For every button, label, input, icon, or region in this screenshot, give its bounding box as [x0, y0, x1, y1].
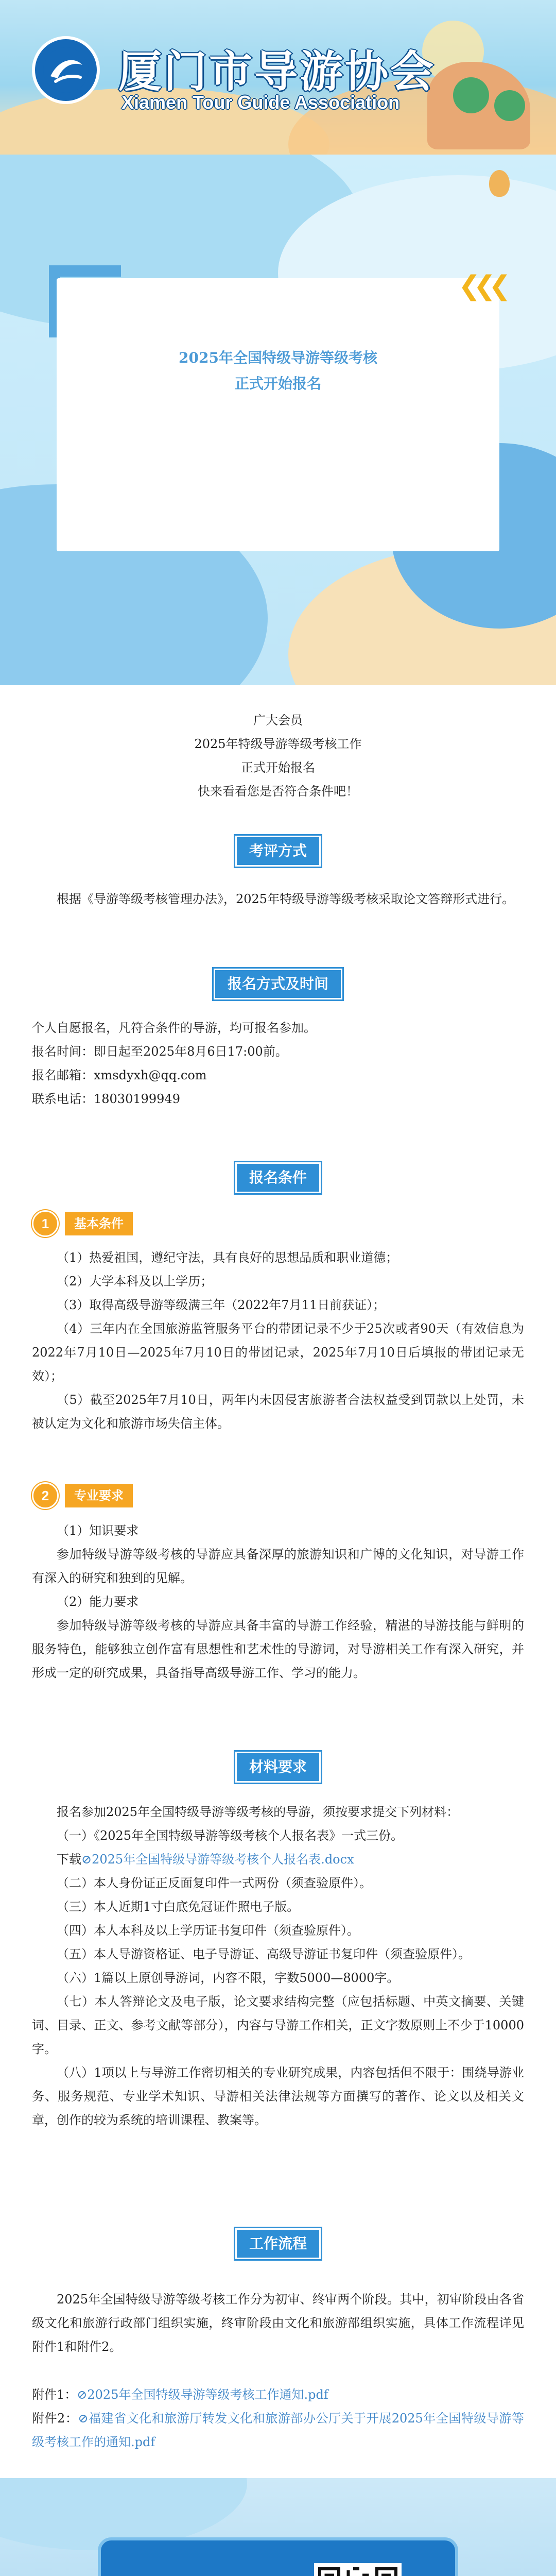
hero-title-line: 2025年全国特级导游等级考核: [179, 349, 377, 366]
requirement-item: 参加特级导游等级考核的导游应具备深厚的旅游知识和广博的文化知识，对导游工作有深入的研究和独到的见解。: [32, 1547, 524, 1585]
attachment-icon: ⊘: [78, 2411, 89, 2426]
hero-title-line: 正式开始报名: [234, 375, 321, 392]
professional-requirements-list: [32, 1519, 524, 1685]
registration-line: 报名时间：即日起至2025年8月6日17:00前。: [32, 1044, 288, 1059]
material-item: （一）《2025年全国特级导游等级考核个人报名表》一式三份。: [57, 1828, 404, 1843]
attachment-icon: ⊘: [81, 1852, 92, 1867]
basic-conditions-list: [32, 1246, 524, 1435]
badge-label: 专业要求: [65, 1484, 133, 1507]
workflow-text: [32, 2287, 524, 2359]
condition-item: （1）热爱祖国，遵纪守法，具有良好的思想品质和职业道德；: [57, 1250, 398, 1265]
intro-line: 正式开始报名: [241, 760, 315, 775]
decor-balloon: [489, 170, 510, 197]
intro-text: [0, 708, 556, 803]
attachments-list: [32, 2383, 524, 2454]
decor-tree: [494, 90, 525, 121]
header-banner: [0, 0, 556, 155]
attachment-item: [32, 2383, 524, 2406]
badge-label: 基本条件: [65, 1212, 133, 1235]
requirement-item: （1）知识要求: [57, 1523, 139, 1538]
badge-number: 1: [32, 1210, 59, 1237]
attachment-label: 附件2：: [32, 2411, 78, 2426]
materials-intro: 报名参加2025年全国特级导游等级考核的导游，须按要求提交下列材料：: [57, 1805, 459, 1819]
org-name-cn: 厦门市导游协会: [118, 46, 436, 97]
assessment-paragraph: 根据《导游等级考核管理办法》，2025年特级导游等级考核采取论文答辩形式进行。: [57, 892, 515, 906]
material-item: （四）本人本科及以上学历证书复印件（须查验原件）。: [57, 1923, 359, 1938]
badge-professional-requirements: [32, 1484, 133, 1507]
material-item: （五）本人导游资格证、电子导游证、高级导游证书复印件（须查验原件）。: [57, 1947, 471, 1961]
assessment-text: [32, 887, 524, 911]
footer-follow-banner: [0, 2478, 556, 2576]
hero-title: [57, 345, 499, 397]
section-heading-materials: 材料要求: [235, 1752, 321, 1783]
attachment-icon: ⊘: [77, 2387, 88, 2402]
condition-item: （4）三年内在全国旅游监管服务平台的带团记录不少于25次或者90天（有效信息为2022年7月10日—2025年7月10日的带团记录，2025年7月10日后填报的带团记录无效）；: [32, 1321, 524, 1383]
download-prefix: 下载: [57, 1852, 81, 1867]
material-item: （三）本人近期1寸白底免冠证件照电子版。: [57, 1900, 300, 1914]
intro-line: 快来看看您是否符合条件吧！: [198, 784, 358, 799]
condition-item: （2）大学本科及以上学历；: [57, 1274, 213, 1289]
chevron-icon: ❮❮❮: [458, 270, 504, 301]
workflow-paragraph: 2025年全国特级导游等级考核工作分为初审、终审两个阶段。其中，初审阶段由各省级文化和旅游行政部门组织实施，终审阶段由文化和旅游部组织实施，具体工作流程详见附件1和附件2。: [32, 2292, 524, 2354]
attachment-item: [32, 2406, 524, 2454]
material-item: （六）1篇以上原创导游词，内容不限，字数5000—8000字。: [57, 1971, 399, 1985]
requirement-item: （2）能力要求: [57, 1595, 139, 1609]
attachment-link[interactable]: 福建省文化和旅游厅转发文化和旅游部办公厅关于开展2025年全国特级导游等级考核工作的通知.pdf: [32, 2411, 524, 2449]
badge-basic-conditions: [32, 1212, 133, 1235]
section-heading-registration: 报名方式及时间: [214, 969, 342, 999]
attachment-label: 附件1：: [32, 2387, 77, 2402]
follow-panel: [98, 2537, 458, 2576]
section-heading-workflow: 工作流程: [235, 2228, 321, 2259]
section-heading-conditions: 报名条件: [235, 1162, 321, 1193]
section-heading-assessment: 考评方式: [235, 836, 321, 867]
intro-line: 广大会员: [253, 713, 303, 727]
registration-text: [32, 1016, 524, 1111]
materials-list: [32, 1800, 524, 2132]
registration-line: 个人自愿报名，凡符合条件的导游，均可报名参加。: [32, 1021, 316, 1035]
material-item: （八）1项以上与导游工作密切相关的专业研究成果，内容包括但不限于：围绕导游业务、服务规范、专业学术知识、导游相关法律法规等方面撰写的著作、论文以及相关文章，创作的较为系统的培训课程、教案等。: [32, 2065, 524, 2127]
download-line: [32, 1848, 524, 1871]
condition-item: （3）取得高级导游等级满三年（2022年7月11日前获证）；: [57, 1298, 386, 1312]
material-item: （七）本人答辩论文及电子版，论文要求结构完整（应包括标题、中英文摘要、关键词、目录、正文、参考文献等部分），内容与导游工作相关，正文字数原则上不少于10000字。: [32, 1994, 524, 2056]
material-item: （二）本人身份证正反面复印件一式两份（须查验原件）。: [57, 1876, 372, 1890]
logo-icon: [32, 36, 100, 104]
org-name-en: Xiamen Tour Guide Association: [121, 92, 400, 113]
badge-number: 2: [32, 1482, 59, 1509]
qr-code-icon[interactable]: [314, 2563, 402, 2576]
registration-email[interactable]: 报名邮箱：xmsdyxh@qq.com: [32, 1068, 207, 1082]
requirement-item: 参加特级导游等级考核的导游应具备丰富的导游工作经验，精湛的导游技能与鲜明的服务特色，能够独立创作富有思想性和艺术性的导游词，对导游相关工作有深入研究，并形成一定的研究成果，具备指导高级导游工作、学习的能力。: [32, 1618, 524, 1680]
decor-tree: [453, 77, 489, 113]
intro-line: 2025年特级导游等级考核工作: [194, 737, 362, 751]
attachment-link[interactable]: 2025年全国特级导游等级考核工作通知.pdf: [87, 2387, 328, 2402]
condition-item: （5）截至2025年7月10日，两年内未因侵害旅游者合法权益受到罚款以上处罚，未被认定为文化和旅游市场失信主体。: [32, 1393, 524, 1431]
registration-phone[interactable]: 联系电话：18030199949: [32, 1092, 180, 1106]
download-link[interactable]: 2025年全国特级导游等级考核个人报名表.docx: [92, 1852, 354, 1867]
hero-card: [57, 278, 499, 551]
